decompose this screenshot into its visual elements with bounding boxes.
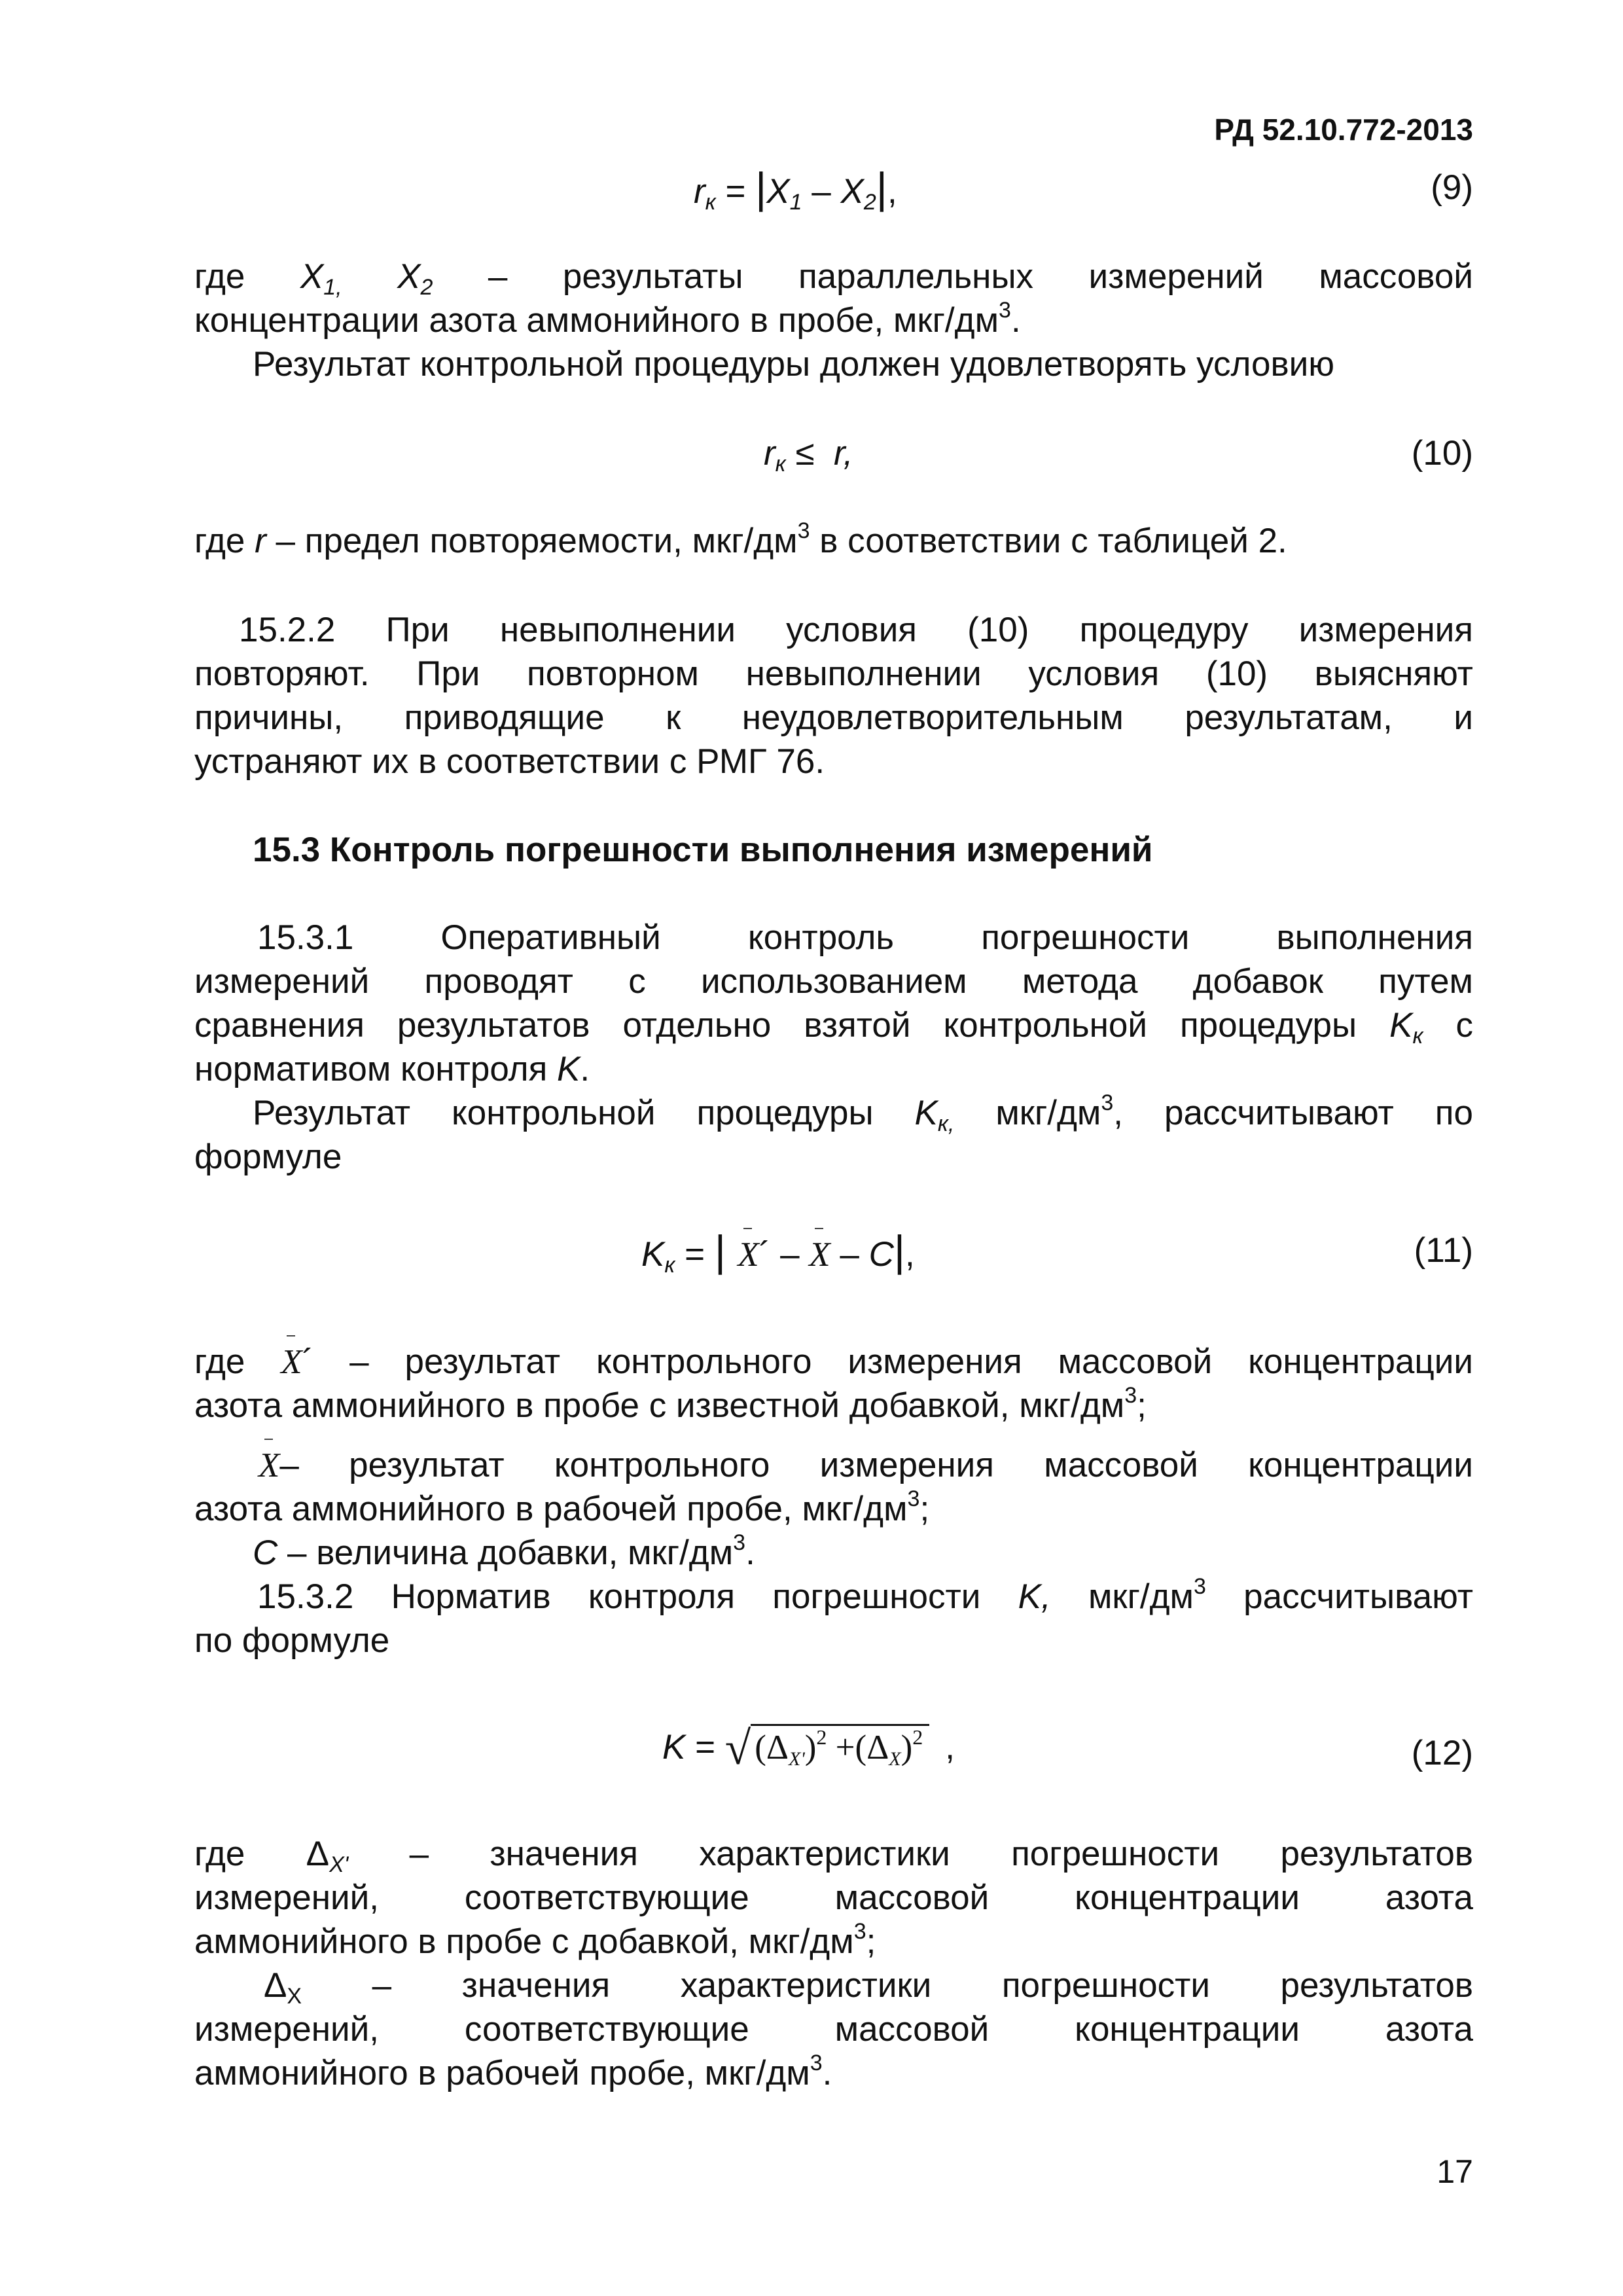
para-c: C – величина добавки, мкг/$дм^3$.: [253, 1530, 755, 1572]
para-delta-xprime-line2: измерений, соответствующие массовой концентрации азота: [194, 1878, 1473, 1917]
section-15-2-2-line2: повторяют. При повторном невыполнении условия (10) выясняют: [194, 655, 1473, 693]
para-delta-xprime-line3: аммонийного в пробе с добавкой, мкг/$дм^3$;: [194, 1919, 876, 1961]
para-where-r: где r – предел повторяемости, мкг/$дм^3$ в соответствии с таблицей 2.: [194, 518, 1287, 560]
section-15-3-1-line1: 15.3.1 Оперативный контроль погрешности выполнения: [257, 918, 1474, 957]
formula-10-number: (10): [1411, 434, 1473, 473]
para-delta-x-line2: измерений, соответствующие массовой концентрации азота: [194, 2010, 1473, 2049]
section-15-2-2-line3: причины, приводящие к неудовлетворительным результатам, и: [194, 698, 1473, 737]
para-x-line1: X– результат контрольного измерения массовой концентрации: [259, 1444, 1473, 1487]
para-x-line2: азота аммонийного в рабочей пробе, мкг/$дм^3$;: [194, 1486, 930, 1528]
para-kk-line1: Результат контрольной процедуры $K_{к,}$ мкг/$дм^3$, рассчитывают по: [253, 1090, 1473, 1136]
para-delta-x-line1: $\Delta_X$ – значения характеристики погрешности результатов: [264, 1966, 1474, 2009]
formula-9: $r_к = |X_1 - X_2|$,: [694, 164, 897, 215]
para-result-condition: Результат контрольной процедуры должен удовлетворять условию: [253, 345, 1335, 384]
para-where-xprime-line2: азота аммонийного в пробе с известной добавкой, мкг/$дм^3$;: [194, 1383, 1147, 1425]
formula-11: $K_к$ = | X´ – X – C|,: [641, 1227, 915, 1278]
document-code: РД 52.10.772-2013: [1214, 113, 1473, 147]
section-15-2-2-line4: устраняют их в соответствии с РМГ 76.: [194, 742, 825, 781]
para-kk-line2: формуле: [194, 1138, 342, 1176]
section-15-3-1-line3: сравнения результатов отдельно взятой контрольной процедуры $K_к$ с: [194, 1006, 1473, 1049]
formula-12: K = √ $(\Delta_{X'})^2 +(\Delta_X)^2$ ,: [662, 1722, 955, 1774]
para-delta-x-line3: аммонийного в рабочей пробе, мкг/$дм^3$.: [194, 2051, 832, 2092]
section-heading-15-3: 15.3 Контроль погрешности выполнения измерений: [253, 831, 1153, 869]
page-number: 17: [1436, 2153, 1473, 2190]
section-15-3-1-line2: измерений проводят с использованием метода добавок путем: [194, 962, 1473, 1001]
section-15-3-2-line2: по формуле: [194, 1621, 390, 1660]
section-15-3-2-line1: 15.3.2 Норматив контроля погрешности K, мкг/$дм^3$ рассчитывают: [257, 1574, 1473, 1616]
para-where-x-line1: где $X_{1,}$ $X_2$ – результаты параллельных измерений массовой: [194, 257, 1473, 300]
formula-12-number: (12): [1411, 1734, 1473, 1772]
section-15-2-2-line1: 15.2.2 При невыполнении условия (10) процедуру измерения: [239, 611, 1473, 649]
formula-11-number: (11): [1414, 1231, 1473, 1270]
section-15-3-1-line4: нормативом контроля K.: [194, 1050, 590, 1088]
para-where-xprime-line1: где X´ – результат контрольного измерения массовой концентрации: [194, 1340, 1473, 1384]
para-delta-xprime-line1: где $\Delta_{X'}$ – значения характеристики погрешности результатов: [194, 1835, 1474, 1877]
sqrt-radicand: $(\Delta_{X'})^2 +(\Delta_X)^2$: [751, 1724, 929, 1769]
formula-10: $r_к \le r$,: [764, 434, 853, 476]
para-where-x-line2: концентрации азота аммонийного в пробе, мкг/$дм^3$.: [194, 298, 1021, 340]
formula-9-number: (9): [1431, 168, 1473, 207]
